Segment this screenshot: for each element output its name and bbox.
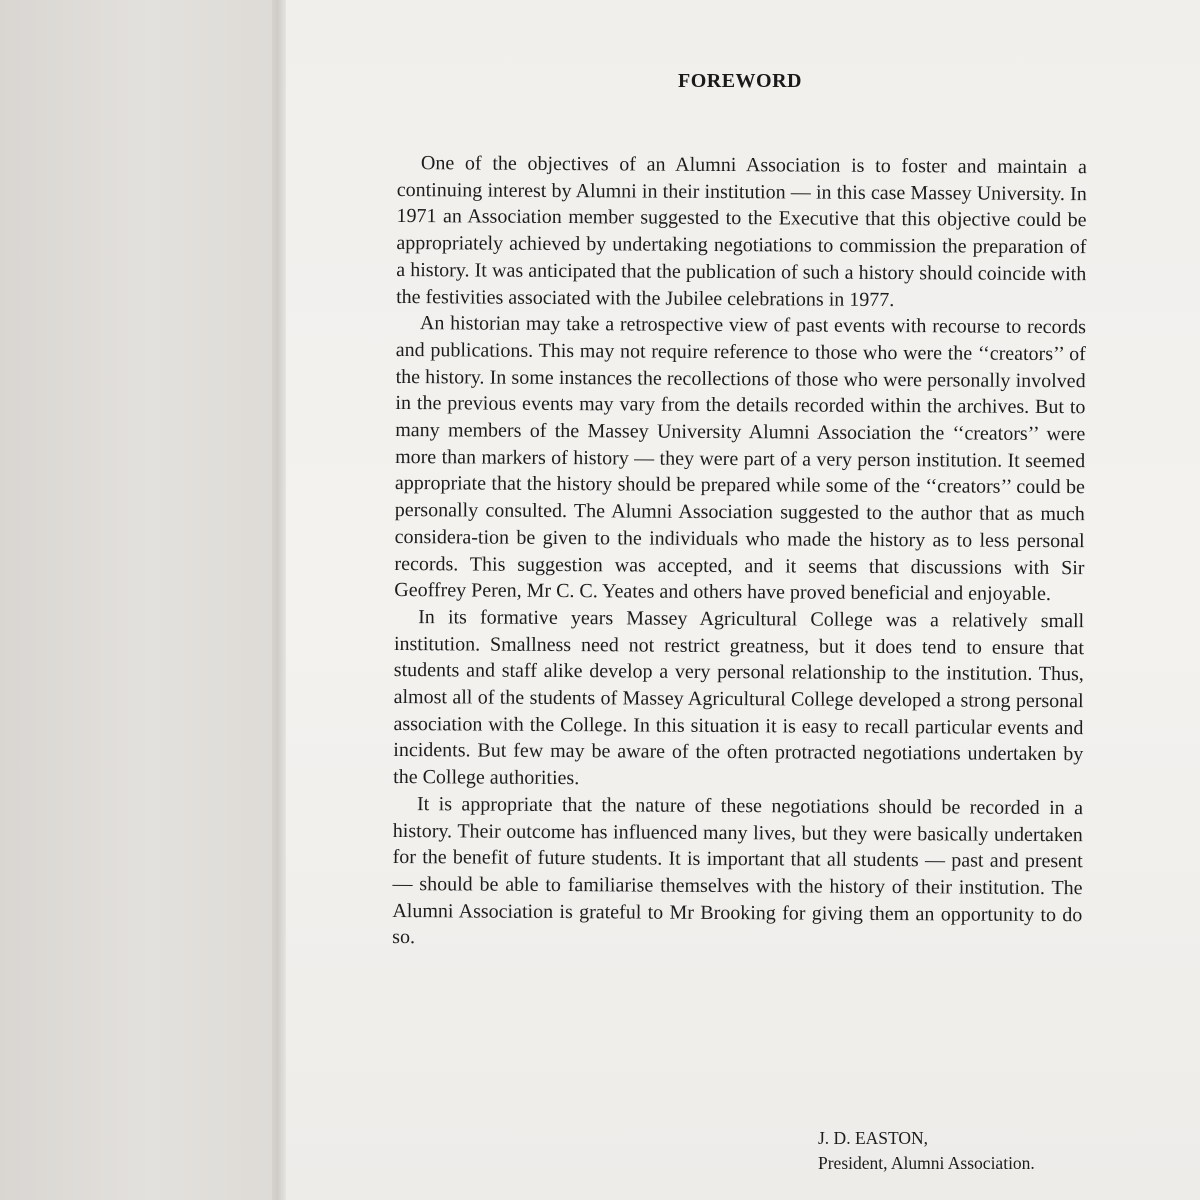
paragraph-4: It is appropriate that the nature of these negotiations should be recorded in a history. Their outcome has influenced many lives, but they were basically undertaken for the benefit of future students. It is important that all students — past and present — should be able to familiarise themselves with the history of their institution. The Alumni Association is grateful to Mr Brooking for giving them an opportunity to do so. — [392, 793, 1084, 949]
paragraph-1: One of the objectives of an Alumni Association is to foster and maintain a continuing interest by Alumni in their institution — in this case Massey University. In 1971 an Association member suggested to the Executive that this objective could be appropriately achieved by undertaking negotiations to commission the preparation of a history. It was anticipated that the publication of such a history should coincide with the festivities associated with the Jubilee celebrations in 1977. — [396, 152, 1087, 311]
book-gutter — [272, 0, 286, 1200]
signature-name: J. D. EASTON, — [818, 1128, 929, 1148]
left-page — [0, 0, 275, 1200]
foreword-body — [392, 150, 1087, 955]
page-title: FOREWORD — [678, 70, 802, 92]
signature-block — [818, 1126, 1035, 1176]
paragraph-2: An historian may take a retrospective view of past events with recourse to records and publications. This may not require reference to those who were the ‘‘creators’’ of the history. In some instances the recollections of those who were personally involved in the previous events may vary from the details recorded within the archives. But to many members of the Massey University Alumni Association the ‘‘creators’’ were more than markers of history — they were part of a very person institution. It seemed appropriate that the history should be prepared while some of the ‘‘creators’’ could be personally consulted. The Alumni Association suggested to the author that as much considera-tion be given to the individuals who made the history as to less personal records. This suggestion was accepted, and it seems that discussions with Sir Geoffrey Peren, Mr C. C. Yeates and others have proved beneficial and enjoyable. — [394, 312, 1086, 606]
signature-title: President, Alumni Association. — [818, 1153, 1035, 1173]
paragraph-3: In its formative years Massey Agricultural College was a relatively small institution. Smallness need not restrict greatness, but it does tend to ensure that students and staff alike develop a very personal relationship to the institution. Thus, almost all of the students of Massey Agricultural College developed a strong personal association with the College. In this situation it is easy to recall particular events and incidents. But few may be aware of the often protracted negotiations undertaken by the College authorities. — [393, 606, 1085, 790]
